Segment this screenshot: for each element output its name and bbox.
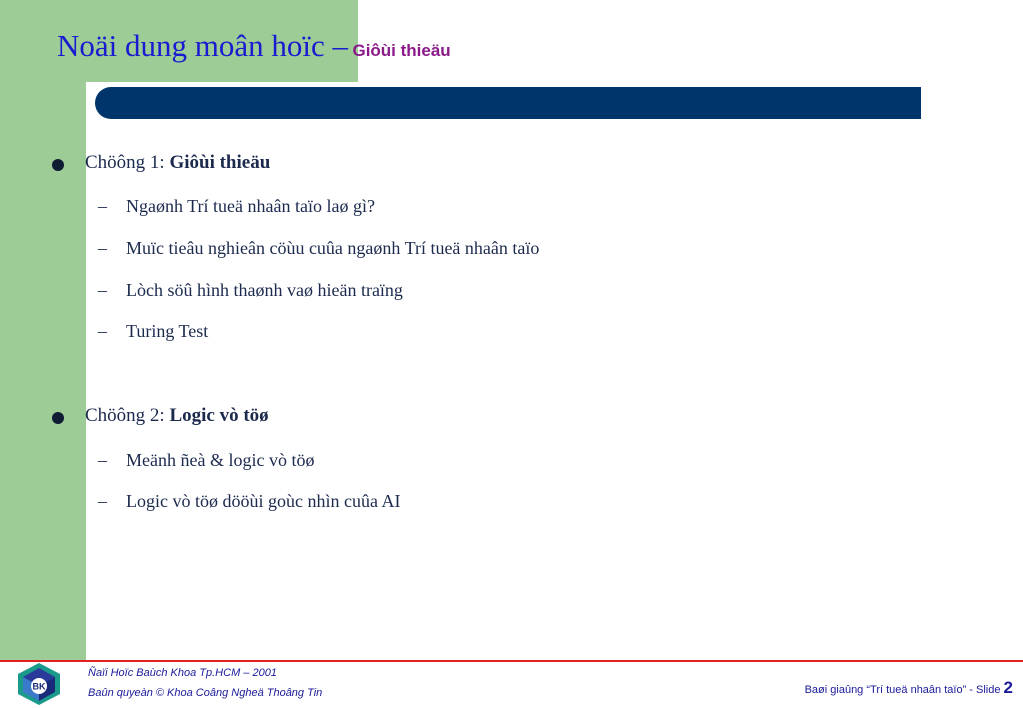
- bullet-dot-icon: [52, 412, 64, 424]
- logo-text: BK: [32, 681, 46, 692]
- chapter-title: Logic vò töø: [169, 405, 269, 426]
- chapter-2-bullet: [85, 405, 269, 427]
- footer-university: Ñaïi Hoïc Baùch Khoa Tp.HCM – 2001: [88, 667, 277, 679]
- list-item-text: Logic vò töø dööùi goùc nhìn cuûa AI: [126, 491, 401, 511]
- chapter-label: Chöông 1:: [85, 152, 165, 173]
- slide-number: 2: [1003, 678, 1013, 697]
- university-logo-icon: [14, 662, 64, 706]
- list-item: [98, 321, 209, 342]
- list-item: [98, 450, 315, 471]
- dash-icon: –: [98, 321, 107, 341]
- list-item: [98, 196, 375, 217]
- dash-icon: –: [98, 238, 107, 258]
- footer-slide-info: [805, 678, 1013, 698]
- dash-icon: –: [98, 280, 107, 300]
- chapter-1-bullet: [85, 152, 270, 174]
- dash-icon: –: [98, 450, 107, 470]
- list-item: [98, 280, 403, 301]
- dash-icon: –: [98, 196, 107, 216]
- list-item-text: Lòch söû hình thaønh vaø hieän traïng: [126, 280, 403, 300]
- footer-copyright: Baûn quyeàn © Khoa Coâng Ngheä Thoâng Tin: [88, 687, 323, 699]
- title-subtitle: Giôùi thieäu: [352, 41, 451, 60]
- footer-divider: [0, 660, 1023, 662]
- list-item-text: Ngaønh Trí tueä nhaân taïo laø gì?: [126, 196, 375, 216]
- slide-title: [57, 28, 451, 64]
- title-main: Noäi dung moân hoïc –: [57, 28, 349, 63]
- list-item-text: Muïc tieâu nghieân cöùu cuûa ngaønh Trí tueä nhaân taïo: [126, 238, 540, 258]
- bullet-dot-icon: [52, 159, 64, 171]
- chapter-title: Giôùi thieäu: [169, 152, 271, 173]
- list-item: [98, 491, 401, 512]
- chapter-label: Chöông 2:: [85, 405, 165, 426]
- footer-lecture-title: Baøi giaûng “Trí tueä nhaân taïo” - Slide: [804, 684, 1001, 696]
- list-item-text: Meänh ñeà & logic vò töø: [126, 450, 315, 470]
- green-side-band: [0, 82, 86, 660]
- list-item-text: Turing Test: [126, 321, 209, 341]
- list-item: [98, 238, 540, 259]
- dash-icon: –: [98, 491, 107, 511]
- title-underline-bar: [95, 87, 921, 119]
